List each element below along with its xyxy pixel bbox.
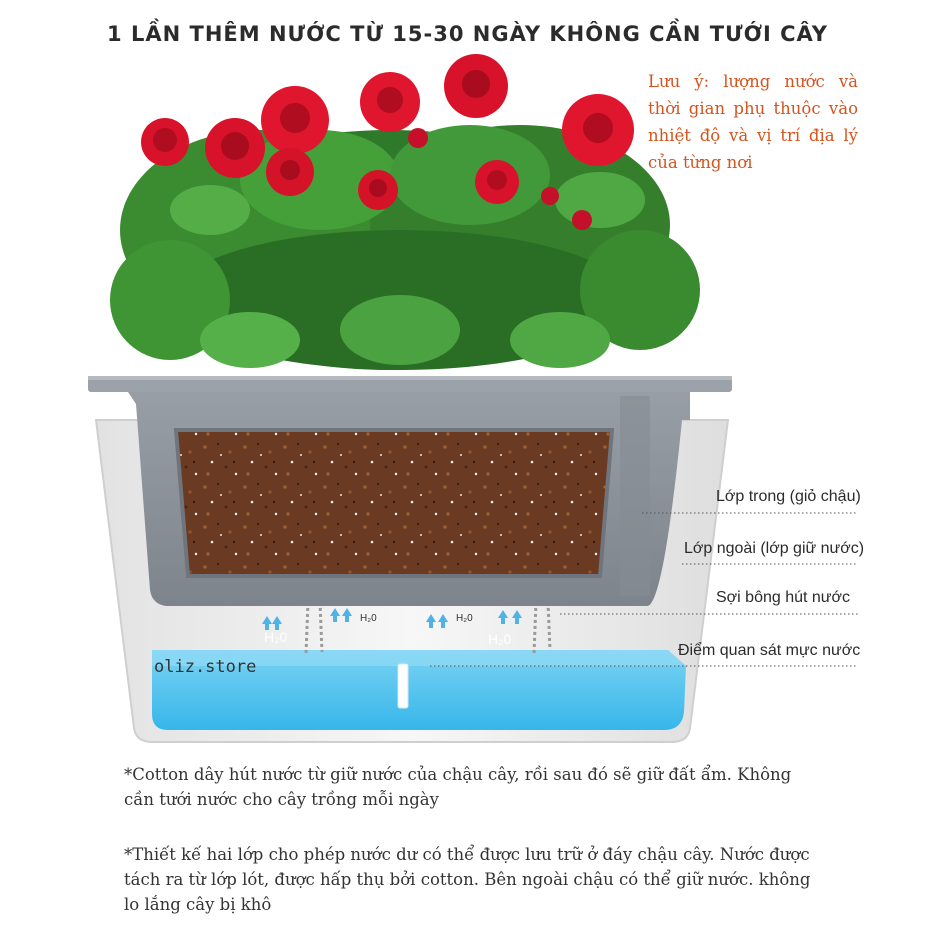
description-2: *Thiết kế hai lớp cho phép nước dư có thể được lưu trữ ở đáy chậu cây. Nước được tách ra từ lớp lót, được hấp thụ bởi cotton. Bên ngoài chậu có thể giữ nước. không lo lắng cây bị khô [124,845,811,914]
description-1: *Cotton dây hút nước từ giữ nước của chậu cây, rồi sau đó sẽ giữ đất ẩm. Không cần tưới nước cho cây trồng mỗi ngày [124,765,792,809]
label-water-gauge: Điểm quan sát mực nước [678,642,861,659]
label-cotton-wick: Sợi bông hút nước [716,589,850,606]
label-outer-layer: Lớp ngoài (lớp giữ nước) [684,540,865,557]
brand-watermark: oliz.store [154,657,257,677]
water-level-indicator [398,664,408,708]
note-text: Lưu ý: lượng nước và thời gian phụ thuộc vào nhiệt độ và vị trí địa lý của từng nơi [648,72,858,172]
inner-pot [88,376,732,606]
label-inner-layer: Lớp trong (giỏ chậu) [716,488,861,505]
page-title: 1 LẦN THÊM NƯỚC TỪ 15-30 NGÀY KHÔNG CẦN TƯỚI CÂY [107,22,828,46]
soil [176,430,612,576]
h2o-label-small-right: H₂0 [456,613,473,624]
h2o-label-small-left: H₂0 [360,613,377,624]
h2o-label-left: H₂0 [264,629,288,645]
h2o-label-right: H₂0 [488,631,512,647]
